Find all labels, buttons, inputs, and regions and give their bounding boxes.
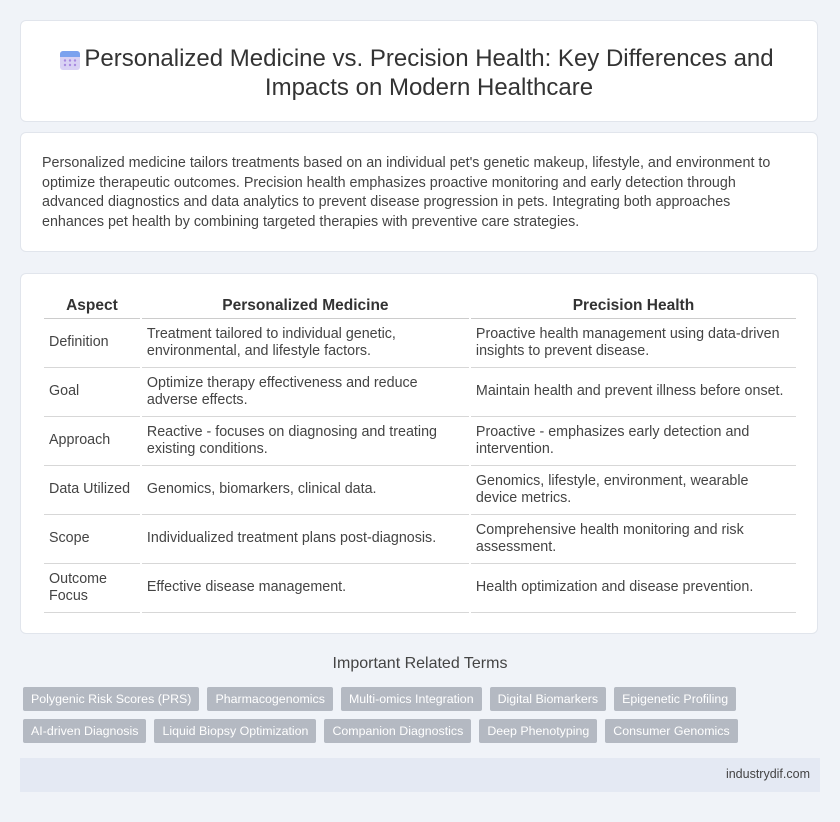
header-card [20, 20, 818, 122]
cell-personalized-medicine: Treatment tailored to individual genetic, environmental, and lifestyle factors. [142, 319, 469, 368]
cell-precision-health: Maintain health and prevent illness before onset. [471, 368, 796, 417]
tag-epigenetic-profiling[interactable]: Epigenetic Profiling [614, 687, 736, 711]
comparison-table [42, 293, 798, 613]
cell-personalized-medicine: Optimize therapy effectiveness and reduce adverse effects. [142, 368, 469, 417]
cell-personalized-medicine: Reactive - focuses on diagnosing and treating existing conditions. [142, 417, 469, 466]
table-row [44, 466, 796, 515]
cell-aspect: Approach [44, 417, 140, 466]
table-row [44, 417, 796, 466]
table-row [44, 319, 796, 368]
tag-ai-driven-diagnosis[interactable]: AI-driven Diagnosis [23, 719, 146, 743]
title-wrap [21, 44, 817, 102]
cell-aspect: Outcome Focus [44, 564, 140, 613]
intro-text: Personalized medicine tailors treatments based on an individual pet's genetic makeup, lifestyle, and environment to optimize therapeutic outcomes. Precision health emphasizes proactive monitoring and early detection through advanced diagnostics and data analytics to prevent disease progression in pets. Integrating both approaches enhances pet health by combining targeted therapies with preventive care strategies. [42, 155, 771, 230]
tag-pharmacogenomics[interactable]: Pharmacogenomics [207, 687, 333, 711]
tag-polygenic-risk-scores[interactable]: Polygenic Risk Scores (PRS) [23, 687, 199, 711]
footer [20, 758, 820, 792]
tag-row [23, 687, 823, 711]
tag-liquid-biopsy-optimization[interactable]: Liquid Biopsy Optimization [154, 719, 316, 743]
table-row [44, 564, 796, 613]
cell-personalized-medicine: Genomics, biomarkers, clinical data. [142, 466, 469, 515]
header-precision-health: Precision Health [471, 293, 796, 319]
cell-precision-health: Health optimization and disease prevention. [471, 564, 796, 613]
calendar-icon [59, 49, 81, 71]
cell-precision-health: Comprehensive health monitoring and risk assessment. [471, 515, 796, 564]
table-row [44, 515, 796, 564]
tag-row [23, 719, 823, 743]
tag-digital-biomarkers[interactable]: Digital Biomarkers [490, 687, 607, 711]
tag-deep-phenotyping[interactable]: Deep Phenotyping [479, 719, 597, 743]
comparison-card [20, 273, 818, 634]
cell-aspect: Goal [44, 368, 140, 417]
related-terms-tags [23, 687, 823, 751]
cell-aspect: Data Utilized [44, 466, 140, 515]
footer-site-link[interactable]: industrydif.com [725, 767, 810, 781]
cell-aspect: Definition [44, 319, 140, 368]
related-terms-title: Important Related Terms [332, 655, 508, 672]
cell-precision-health: Genomics, lifestyle, environment, wearable device metrics. [471, 466, 796, 515]
page-title: Personalized Medicine vs. Precision Health: Key Differences and Impacts on Modern Healthcare [84, 45, 774, 101]
cell-personalized-medicine: Individualized treatment plans post-diagnosis. [142, 515, 469, 564]
cell-personalized-medicine: Effective disease management. [142, 564, 469, 613]
table-header-row [44, 293, 796, 319]
cell-aspect: Scope [44, 515, 140, 564]
tag-companion-diagnostics[interactable]: Companion Diagnostics [324, 719, 471, 743]
cell-precision-health: Proactive - emphasizes early detection and intervention. [471, 417, 796, 466]
tag-consumer-genomics[interactable]: Consumer Genomics [605, 719, 737, 743]
intro-card [20, 132, 818, 252]
header-aspect: Aspect [44, 293, 140, 319]
header-personalized-medicine: Personalized Medicine [142, 293, 469, 319]
cell-precision-health: Proactive health management using data-driven insights to prevent disease. [471, 319, 796, 368]
tag-multi-omics-integration[interactable]: Multi-omics Integration [341, 687, 482, 711]
table-row [44, 368, 796, 417]
